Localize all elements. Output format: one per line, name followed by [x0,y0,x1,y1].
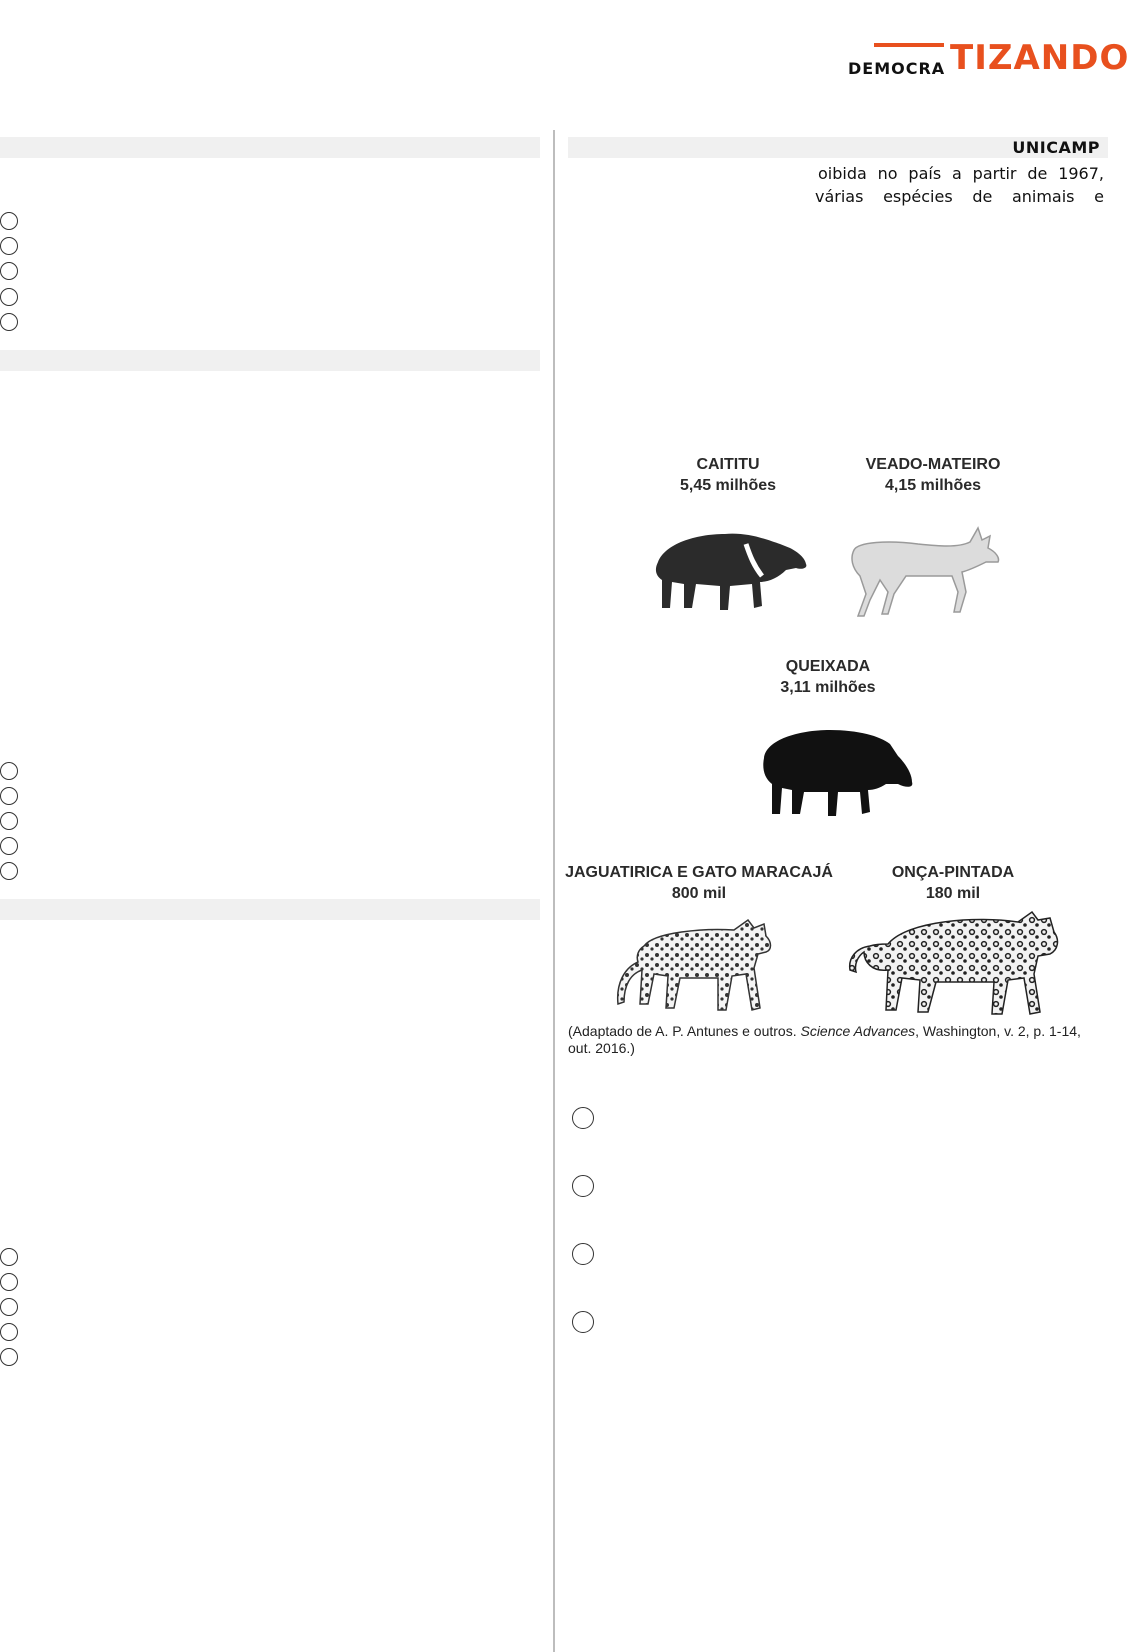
answer-option-radio[interactable] [0,862,18,880]
answer-option-radio[interactable] [0,288,18,306]
answer-option-radio[interactable] [0,1323,18,1341]
animal-count: 3,11 milhões [780,679,876,696]
answer-option-radio[interactable] [0,313,18,331]
caption-suffix: , Washington, v. 2, p. 1-14, out. 2016.) [568,1023,1081,1056]
animal-name: VEADO-MATEIRO [865,456,1001,473]
answer-option-radio[interactable] [0,1248,18,1266]
question-header-band [568,137,1108,158]
animal-population-figure [565,450,1108,1070]
answer-option-radio[interactable] [0,837,18,855]
answer-option-radio[interactable] [572,1175,594,1197]
answer-option-radio[interactable] [0,1348,18,1366]
animal-name: CAITITU [696,456,760,473]
answer-option-radio[interactable] [0,212,18,230]
answer-option-radio[interactable] [0,812,18,830]
question-text-line: várias espécies de animais e [815,187,1104,206]
logo [848,38,1130,78]
question-header-band [0,137,540,158]
queixada-silhouette [758,722,918,822]
answer-option-radio[interactable] [572,1243,594,1265]
logo-accent-bar [874,43,944,47]
figure-label-veado-mateiro [848,456,1018,495]
veado-mateiro-silhouette [848,522,1008,622]
caititu-silhouette [650,522,810,622]
question-header-band [0,350,540,371]
figure-label-caititu [658,456,798,495]
animal-name: ONÇA-PINTADA [891,864,1015,881]
animal-name: JAGUATIRICA E GATO MARACAJÁ [565,864,833,881]
figure-label-onca-pintada [878,864,1028,903]
figure-label-jaguatirica [564,864,834,903]
animal-count: 5,45 milhões [679,477,777,494]
onca-pintada-silhouette [848,904,1068,1022]
logo-small-text: DEMOCRA [848,59,946,78]
column-divider [553,130,555,1652]
exam-source-label: UNICAMP [1012,138,1100,157]
answer-option-radio[interactable] [0,1298,18,1316]
animal-name: QUEIXADA [785,658,871,675]
caption-prefix: (Adaptado de A. P. Antunes e outros. [568,1023,801,1039]
question-text-line: oibida no país a partir de 1967, [818,164,1104,183]
logo-big-text: TIZANDO [950,38,1130,78]
animal-count: 4,15 milhões [884,477,982,494]
caption-journal: Science Advances [800,1023,916,1039]
answer-option-radio[interactable] [572,1107,594,1129]
answer-option-radio[interactable] [0,787,18,805]
answer-option-radio[interactable] [0,262,18,280]
animal-count: 180 mil [925,885,981,902]
question-header-band [0,899,540,920]
answer-option-radio[interactable] [572,1311,594,1333]
answer-option-radio[interactable] [0,1273,18,1291]
figure-label-queixada [758,658,898,697]
answer-option-radio[interactable] [0,762,18,780]
animal-count: 800 mil [671,885,727,902]
answer-option-radio[interactable] [0,237,18,255]
figure-caption [568,1023,1108,1057]
jaguatirica-silhouette [614,912,784,1022]
